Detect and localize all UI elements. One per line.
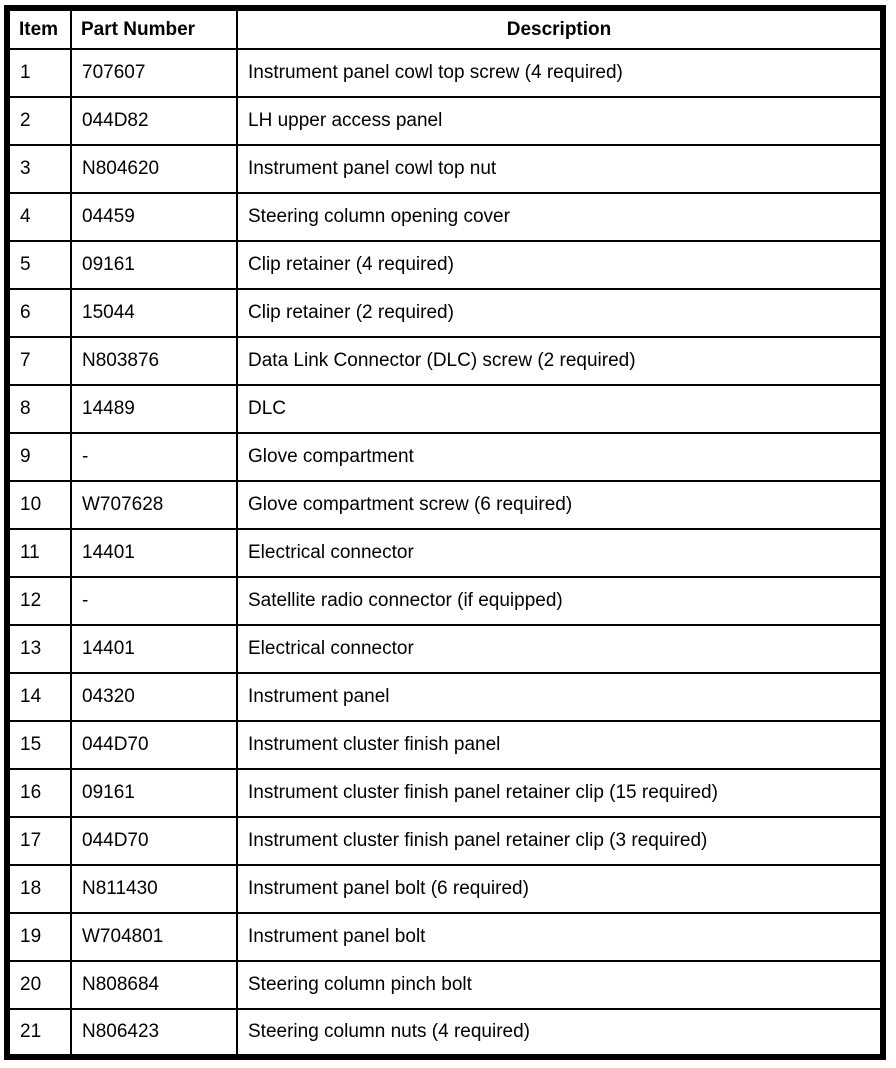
description-cell: Instrument panel bolt	[237, 913, 883, 961]
column-header-item: Item	[7, 8, 71, 49]
description-cell: LH upper access panel	[237, 97, 883, 145]
item-cell: 10	[7, 481, 71, 529]
part-number-cell: -	[71, 577, 237, 625]
description-cell: Steering column nuts (4 required)	[237, 1009, 883, 1057]
part-number-cell: 044D82	[71, 97, 237, 145]
table-row	[7, 193, 883, 241]
item-cell: 11	[7, 529, 71, 577]
description-cell: Instrument cluster finish panel retainer clip (15 required)	[237, 769, 883, 817]
item-cell: 13	[7, 625, 71, 673]
item-cell: 7	[7, 337, 71, 385]
item-cell: 9	[7, 433, 71, 481]
item-cell: 16	[7, 769, 71, 817]
header-row	[7, 8, 883, 49]
item-cell: 5	[7, 241, 71, 289]
table-row	[7, 913, 883, 961]
part-number-cell: 14401	[71, 625, 237, 673]
item-cell: 20	[7, 961, 71, 1009]
table-row	[7, 337, 883, 385]
table-row	[7, 385, 883, 433]
item-cell: 17	[7, 817, 71, 865]
description-cell: Instrument panel	[237, 673, 883, 721]
part-number-cell: 044D70	[71, 721, 237, 769]
description-cell: Glove compartment screw (6 required)	[237, 481, 883, 529]
description-cell: Instrument panel cowl top nut	[237, 145, 883, 193]
item-cell: 18	[7, 865, 71, 913]
description-cell: Electrical connector	[237, 529, 883, 577]
parts-table	[4, 5, 886, 1060]
part-number-cell: 09161	[71, 769, 237, 817]
item-cell: 3	[7, 145, 71, 193]
description-cell: Steering column opening cover	[237, 193, 883, 241]
description-cell: Clip retainer (4 required)	[237, 241, 883, 289]
description-cell: DLC	[237, 385, 883, 433]
part-number-cell: N806423	[71, 1009, 237, 1057]
description-cell: Data Link Connector (DLC) screw (2 required)	[237, 337, 883, 385]
item-cell: 12	[7, 577, 71, 625]
part-number-cell: 14489	[71, 385, 237, 433]
table-row	[7, 1009, 883, 1057]
part-number-cell: N803876	[71, 337, 237, 385]
part-number-cell: 14401	[71, 529, 237, 577]
part-number-cell: W704801	[71, 913, 237, 961]
part-number-cell: 04459	[71, 193, 237, 241]
item-cell: 6	[7, 289, 71, 337]
table-row	[7, 529, 883, 577]
part-number-cell: 15044	[71, 289, 237, 337]
part-number-cell: 707607	[71, 49, 237, 97]
column-header-part-number: Part Number	[71, 8, 237, 49]
part-number-cell: N811430	[71, 865, 237, 913]
part-number-cell: N808684	[71, 961, 237, 1009]
column-header-description: Description	[237, 8, 883, 49]
part-number-cell: -	[71, 433, 237, 481]
table-row	[7, 673, 883, 721]
table-row	[7, 865, 883, 913]
item-cell: 2	[7, 97, 71, 145]
description-cell: Electrical connector	[237, 625, 883, 673]
table-row	[7, 625, 883, 673]
table-row	[7, 241, 883, 289]
table-row	[7, 145, 883, 193]
table-row	[7, 97, 883, 145]
description-cell: Clip retainer (2 required)	[237, 289, 883, 337]
description-cell: Instrument panel cowl top screw (4 required)	[237, 49, 883, 97]
table-row	[7, 481, 883, 529]
item-cell: 4	[7, 193, 71, 241]
item-cell: 8	[7, 385, 71, 433]
part-number-cell: W707628	[71, 481, 237, 529]
table-row	[7, 289, 883, 337]
item-cell: 21	[7, 1009, 71, 1057]
part-number-cell: N804620	[71, 145, 237, 193]
table-row	[7, 817, 883, 865]
table-row	[7, 769, 883, 817]
description-cell: Instrument panel bolt (6 required)	[237, 865, 883, 913]
part-number-cell: 044D70	[71, 817, 237, 865]
table-body	[7, 49, 883, 1057]
description-cell: Steering column pinch bolt	[237, 961, 883, 1009]
table-row	[7, 433, 883, 481]
description-cell: Glove compartment	[237, 433, 883, 481]
item-cell: 19	[7, 913, 71, 961]
part-number-cell: 04320	[71, 673, 237, 721]
table-row	[7, 961, 883, 1009]
description-cell: Satellite radio connector (if equipped)	[237, 577, 883, 625]
table-row	[7, 49, 883, 97]
table-row	[7, 577, 883, 625]
description-cell: Instrument cluster finish panel retainer clip (3 required)	[237, 817, 883, 865]
part-number-cell: 09161	[71, 241, 237, 289]
item-cell: 15	[7, 721, 71, 769]
item-cell: 14	[7, 673, 71, 721]
item-cell: 1	[7, 49, 71, 97]
table-row	[7, 721, 883, 769]
description-cell: Instrument cluster finish panel	[237, 721, 883, 769]
